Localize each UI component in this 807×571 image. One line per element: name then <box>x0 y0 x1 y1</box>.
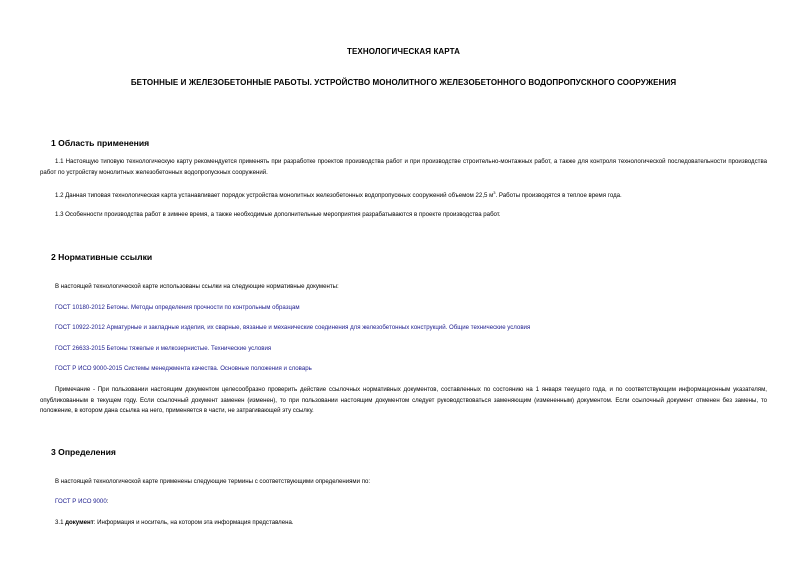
cubic-superscript: 3 <box>493 190 496 195</box>
definition-term: документ <box>65 519 94 526</box>
definition-text: : Информация и носитель, на котором эта информация представлена. <box>93 519 294 526</box>
definition-number: 3.1 <box>55 519 66 526</box>
doc-title: ТЕХНОЛОГИЧЕСКАЯ КАРТА <box>347 47 460 56</box>
paragraph-2-text-before: 1.2 Данная типовая технологическая карта устанавливает порядок устройства монолитных железобетонных водопропускных сооружений объемом 22,5 м <box>55 192 494 200</box>
reference-link[interactable]: ГОСТ 26633-2015 Бетоны тяжелые и мелкозернистые. Технические условия <box>55 345 272 352</box>
section-1-paragraph-3: 1.3 Особенности производства работ в зимнее время, а также необходимые дополнительные мероприятия разрабатываются в проекте производства работ. <box>55 211 501 218</box>
section-2-heading: 2 Нормативные ссылки <box>51 252 153 262</box>
reference-link[interactable]: ГОСТ Р ИСО 9000-2015 Системы менеджмента качества. Основные положения и словарь <box>55 365 312 372</box>
reference-link[interactable]: ГОСТ 10180-2012 Бетоны. Методы определения прочности по контрольным образцам <box>55 304 300 311</box>
section-1-heading: 1 Область применения <box>51 138 150 148</box>
section-2-intro: В настоящей технологической карте использованы ссылки на следующие нормативные документы: <box>55 283 339 290</box>
section-1-paragraph-2 <box>40 188 767 202</box>
definition-item <box>40 518 767 529</box>
reference-suffix: : <box>106 498 109 505</box>
section-2-note: Примечание - При пользовании настоящим документом целесообразно проверить действие ссылочных нормативных документов, составленных по состоянию на 1 января текущего года, и по соответствующим информационным указателям, опубликованным в текущем году. Если ссылочный документ заменен (изменен), то при пользовании настоящим документом следует руководствоваться заменяющим (измененным) документом. Если ссылочный документ отменен без замены, то положение, в котором дана ссылка на него, применяется в части, не затрагивающей эту ссылку. <box>40 386 767 414</box>
reference-link[interactable]: ГОСТ 10922-2012 Арматурные и закладные изделия, их сварные, вязаные и механические соединения для железобетонных конструкций. Общие технические условия <box>55 324 531 331</box>
paragraph-2-text-after: . Работы производятся в теплое время года. <box>495 192 622 200</box>
doc-subtitle: БЕТОННЫЕ И ЖЕЛЕЗОБЕТОННЫЕ РАБОТЫ. УСТРОЙСТВО МОНОЛИТНОГО ЖЕЛЕЗОБЕТОННОГО ВОДОПРОПУСКНОГО СООРУЖЕНИЯ <box>130 78 677 87</box>
section-1-paragraph-1: 1.1 Настоящую типовую технологическую карту рекомендуется применять при разработке проектов производства работ и при производстве строительно-монтажных работ, а также для контроля технологической последовательности производства работ по устройству монолитных железобетонных водопропускных сооружений. <box>40 158 767 176</box>
section-3-heading: 3 Определения <box>51 447 116 457</box>
reference-link[interactable]: ГОСТ Р ИСО 9000 <box>55 498 107 505</box>
section-3-intro: В настоящей технологической карте применены следующие термины с соответствующими определениями по: <box>55 478 371 485</box>
section-3-reference <box>40 497 767 508</box>
